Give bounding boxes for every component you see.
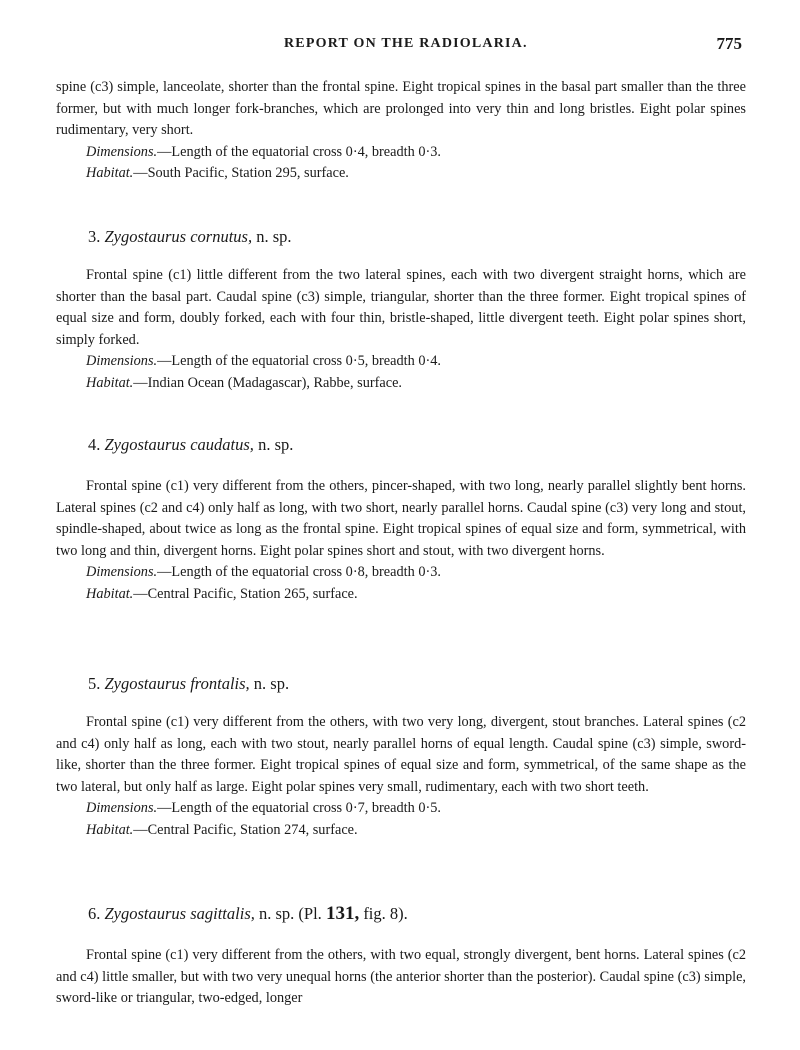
dimensions-label: Dimensions. (86, 353, 158, 369)
species-block (56, 265, 746, 394)
plate-number: 131, (325, 903, 360, 924)
species-name: Zygostaurus sagittalis, (104, 904, 255, 923)
species-number: 6. (88, 904, 101, 923)
species-title (56, 226, 746, 248)
species-description: Frontal spine (c1) very different from the others, with two equal, strongly divergent, bent horns. Lateral spines (c2 and c4) little smaller, but with two very unequal horns (the anterior shorter than the posterior). Caudal spine (c3) simple, sword-like or triangular, two-edged, longer (56, 947, 746, 1006)
species-name: Zygostaurus caudatus, (104, 435, 254, 454)
species-block (56, 945, 746, 1010)
species-suffix: n. sp. (256, 227, 292, 246)
habitat-line (56, 584, 746, 606)
page-number: 775 (716, 34, 742, 53)
habitat-value: —Central Pacific, Station 265, surface. (133, 585, 358, 602)
species-block (56, 712, 746, 841)
dimensions-line (56, 351, 746, 373)
habitat-value: —Indian Ocean (Madagascar), Rabbe, surface. (133, 374, 402, 391)
species-title (56, 434, 746, 456)
habitat-line (56, 163, 746, 185)
dimensions-label: Dimensions. (86, 800, 158, 816)
habitat-label: Habitat. (86, 585, 134, 602)
running-head (56, 34, 746, 56)
species-number: 5. (88, 674, 101, 693)
species-number: 4. (88, 435, 101, 454)
species-heading (56, 903, 746, 925)
species-title (56, 903, 746, 925)
species-name: Zygostaurus cornutus, (104, 227, 253, 246)
plate-figure: fig. 8). (363, 904, 408, 923)
habitat-value: —South Pacific, Station 295, surface. (133, 165, 349, 181)
species-description: Frontal spine (c1) very different from the others, pincer-shaped, with two long, nearly parallel slightly bent horns. Lateral spines (c2 and c4) only half as long, with two short, nearly parallel horns. Caudal spine (c3) very long and stout, spindle-shaped, about twice as long as the frontal spine. Eight tropical spines of equal size and form, symmetrical, with two long and thin, divergent horns. Eight polar spines short and stout, with two divergent horns. (56, 478, 746, 559)
dimensions-value: —Length of the equatorial cross 0·4, breadth 0·3. (157, 143, 441, 160)
habitat-label: Habitat. (86, 821, 134, 838)
habitat-line (56, 820, 746, 842)
species-suffix: n. sp. (259, 904, 295, 923)
species-block (56, 476, 746, 605)
dimensions-line (56, 142, 746, 164)
dimensions-value: —Length of the equatorial cross 0·8, breadth 0·3. (157, 564, 441, 580)
species-heading (56, 673, 746, 695)
habitat-label: Habitat. (86, 165, 134, 181)
species-suffix: n. sp. (258, 435, 294, 454)
dimensions-line (56, 562, 746, 584)
plate-prefix: (Pl. (298, 904, 322, 923)
species-heading (56, 226, 746, 248)
dimensions-value: —Length of the equatorial cross 0·7, breadth 0·5. (157, 800, 441, 816)
species-description: Frontal spine (c1) little different from the two lateral spines, each with two divergent straight horns, which are shorter than the basal part. Caudal spine (c3) simple, triangular, shorter than the three former. Eight tropical spines of equal size and form, doubly forked, each with four thin, bristle-shaped, little divergent teeth. Eight polar spines short, simply forked. (56, 267, 746, 348)
species-suffix: n. sp. (253, 674, 290, 693)
dimensions-label: Dimensions. (86, 564, 158, 580)
continuation-block (56, 77, 746, 185)
species-name: Zygostaurus frontalis, (104, 674, 250, 693)
running-title: REPORT ON THE RADIOLARIA. (284, 36, 528, 51)
dimensions-line (56, 798, 746, 820)
species-description: Frontal spine (c1) very different from the others, with two very long, divergent, stout branches. Lateral spines (c2 and c4) only half as long, each with two stout, nearly parallel horns of equal length. Caudal spine (c3) simple, sword-like, shorter than the three former. Eight tropical spines of equal size and form, symmetrical, of the same shape as the two lateral, but only half as large. Eight polar spines very small, rudimentary, each with two short teeth. (56, 714, 746, 795)
continuation-paragraph: spine (c3) simple, lanceolate, shorter than the frontal spine. Eight tropical spines in the basal part smaller than the three former, but with much longer fork-branches, which are prolonged into very thin and long bristles. Eight polar spines rudimentary, very short. (56, 79, 746, 138)
dimensions-value: —Length of the equatorial cross 0·5, breadth 0·4. (157, 353, 441, 369)
species-title (56, 673, 746, 695)
species-heading (56, 434, 746, 456)
species-number: 3. (88, 227, 101, 246)
dimensions-label: Dimensions. (86, 143, 158, 160)
habitat-value: —Central Pacific, Station 274, surface. (133, 821, 358, 838)
habitat-label: Habitat. (86, 374, 134, 391)
habitat-line (56, 373, 746, 395)
